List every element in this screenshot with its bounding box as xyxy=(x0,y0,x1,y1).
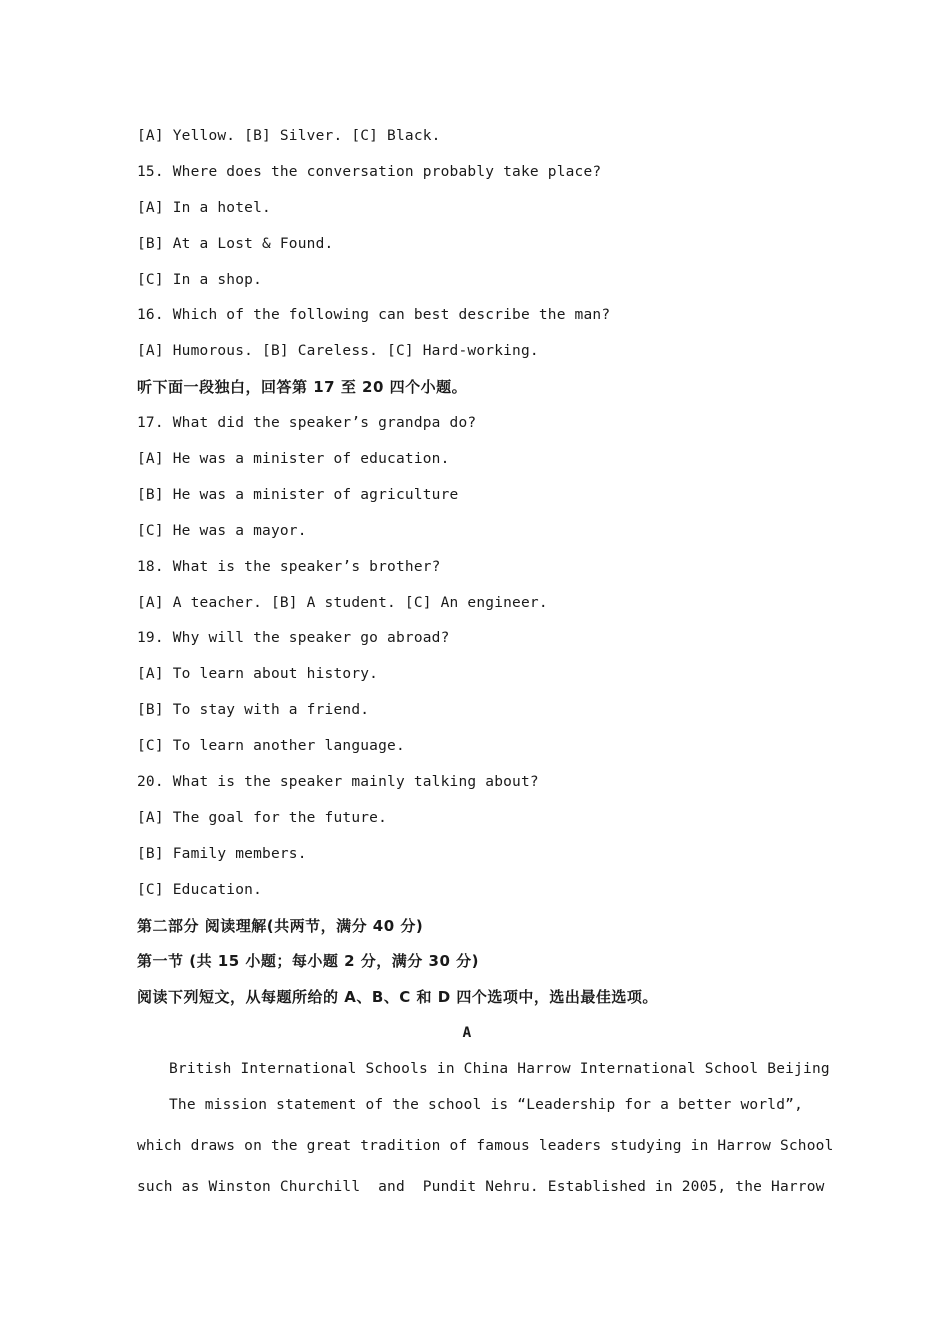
section-one-heading: 第一节 (共 15 小题；每小题 2 分，满分 30 分) xyxy=(137,952,479,971)
option-15b: [B] At a Lost & Found. xyxy=(137,235,334,252)
passage-label: A xyxy=(462,1025,472,1042)
question-18: 18. What is the speaker’s brother? xyxy=(137,558,441,575)
paragraph-line: such as Winston Churchill and Pundit Nehru. Established in 2005, the Harrow xyxy=(137,1179,825,1196)
answer-options-14: [A] Yellow. [B] Silver. [C] Black. xyxy=(137,128,441,144)
section-instruction-monologue: 听下面一段独白，回答第 17 至 20 四个小题。 xyxy=(137,378,468,397)
option-15c: [C] In a shop. xyxy=(137,271,263,288)
option-17c: [C] He was a mayor. xyxy=(137,522,307,539)
question-19: 19. Why will the speaker go abroad? xyxy=(137,630,450,647)
option-20b: [B] Family members. xyxy=(137,845,307,862)
paragraph-line: which draws on the great tradition of famous leaders studying in Harrow School xyxy=(137,1138,834,1155)
paragraph-line: The mission statement of the school is “Leadership for a better world”, xyxy=(169,1097,804,1114)
option-17b: [B] He was a minister of agriculture xyxy=(137,486,459,503)
question-15: 15. Where does the conversation probably take place? xyxy=(137,163,602,180)
option-15a: [A] In a hotel. xyxy=(137,199,271,216)
option-19a: [A] To learn about history. xyxy=(137,666,379,683)
question-17: 17. What did the speaker’s grandpa do? xyxy=(137,415,477,432)
part-two-heading: 第二部分 阅读理解(共两节，满分 40 分) xyxy=(137,916,424,935)
option-17a: [A] He was a minister of education. xyxy=(137,451,450,468)
question-20: 20. What is the speaker mainly talking about? xyxy=(137,774,539,791)
answer-options-18: [A] A teacher. [B] A student. [C] An engineer. xyxy=(137,594,548,611)
reading-instruction: 阅读下列短文，从每题所给的 A、B、C 和 D 四个选项中，选出最佳选项。 xyxy=(137,988,658,1007)
passage-paragraph xyxy=(137,1095,834,1197)
passage-title: British International Schools in China Harrow International School Beijing xyxy=(169,1061,830,1078)
option-20a: [A] The goal for the future. xyxy=(137,809,388,826)
option-19c: [C] To learn another language. xyxy=(137,738,405,755)
document-page xyxy=(137,126,834,1218)
answer-options-16: [A] Humorous. [B] Careless. [C] Hard-working. xyxy=(137,343,539,360)
option-20c: [C] Education. xyxy=(137,881,263,898)
question-16: 16. Which of the following can best describe the man? xyxy=(137,307,611,324)
option-19b: [B] To stay with a friend. xyxy=(137,702,370,719)
